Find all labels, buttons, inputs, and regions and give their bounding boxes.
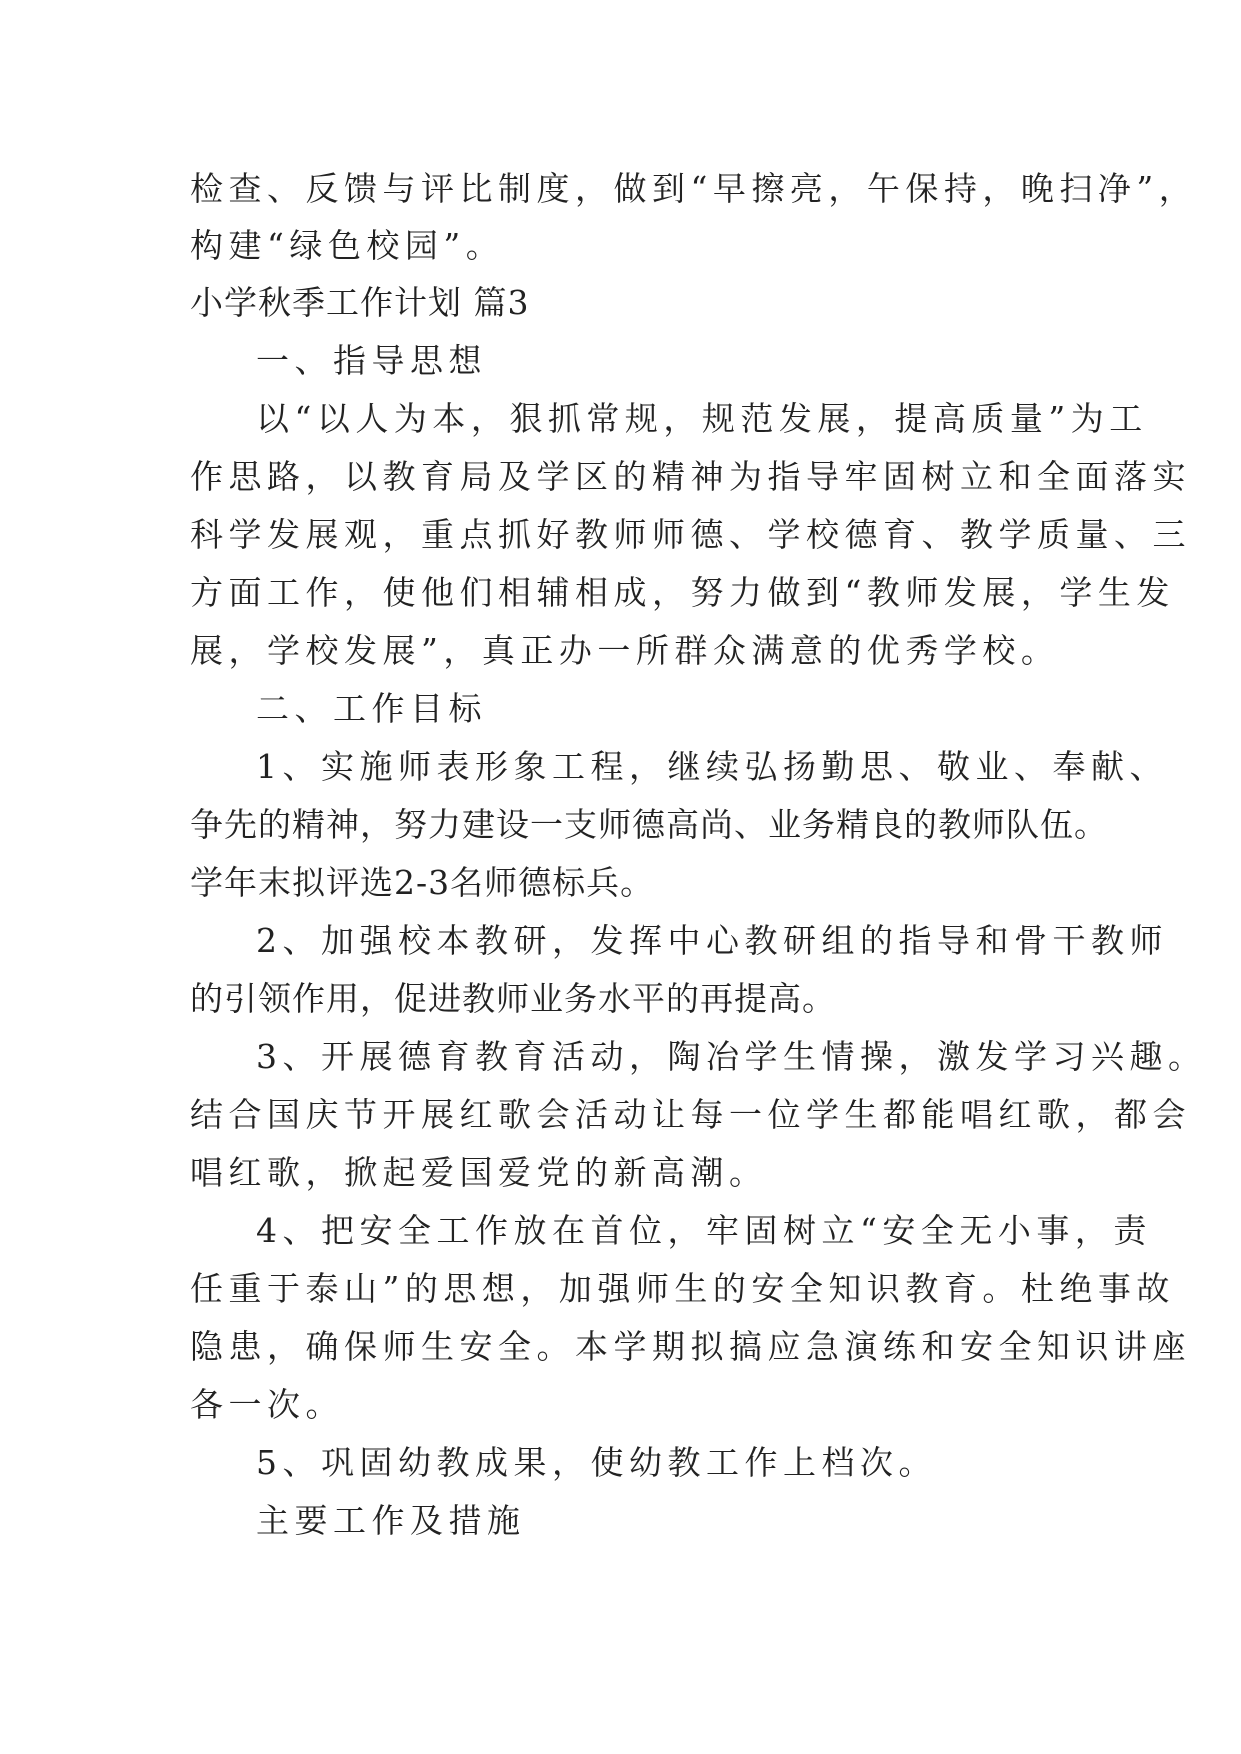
text-line: 结合国庆节开展红歌会活动让每一位学生都能唱红歌，都会 (190, 1095, 1191, 1134)
text-line: 检查、反馈与评比制度，做到“早擦亮，午保持，晚扫净”， (190, 169, 1198, 208)
text-line: 构建“绿色校园”。 (190, 226, 505, 265)
text-line: 4、把安全工作放在首位，牢固树立“安全无小事，责 (256, 1211, 1152, 1250)
text-line: 1、实施师表形象工程，继续弘扬勤思、敬业、奉献、 (256, 747, 1168, 786)
text-line: 5、巩固幼教成果，使幼教工作上档次。 (256, 1443, 937, 1482)
text-line: 作思路，以教育局及学区的精神为指导牢固树立和全面落实 (190, 457, 1191, 496)
subsection-heading: 二、工作目标 (256, 689, 487, 728)
text-line: 2、加强校本教研，发挥中心教研组的指导和骨干教师 (256, 921, 1168, 960)
text-line: 3、开展德育教育活动，陶冶学生情操，激发学习兴趣。 (256, 1037, 1207, 1076)
subsection-heading: 一、指导思想 (256, 341, 487, 380)
text-line: 争先的精神，努力建设一支师德高尚、业务精良的教师队伍。 (190, 805, 1108, 844)
text-line: 的引领作用，促进教师业务水平的再提高。 (190, 979, 836, 1018)
text-line: 各一次。 (190, 1385, 344, 1424)
subsection-heading: 主要工作及措施 (256, 1501, 526, 1540)
text-line: 学年末拟评选2-3名师德标兵。 (190, 863, 655, 902)
section-heading: 小学秋季工作计划 篇3 (190, 283, 530, 322)
text-line: 方面工作，使他们相辅相成，努力做到“教师发展，学生发 (190, 573, 1175, 612)
text-line: 任重于泰山”的思想，加强师生的安全知识教育。杜绝事故 (190, 1269, 1175, 1308)
text-line: 以“以人为本，狠抓常规，规范发展，提高质量”为工 (256, 399, 1148, 438)
text-line: 唱红歌，掀起爱国爱党的新高潮。 (190, 1153, 768, 1192)
text-line: 科学发展观，重点抓好教师师德、学校德育、教学质量、三 (190, 515, 1191, 554)
text-line: 隐患，确保师生安全。本学期拟搞应急演练和安全知识讲座 (190, 1327, 1191, 1366)
text-line: 展，学校发展”，真正办一所群众满意的优秀学校。 (190, 631, 1060, 670)
